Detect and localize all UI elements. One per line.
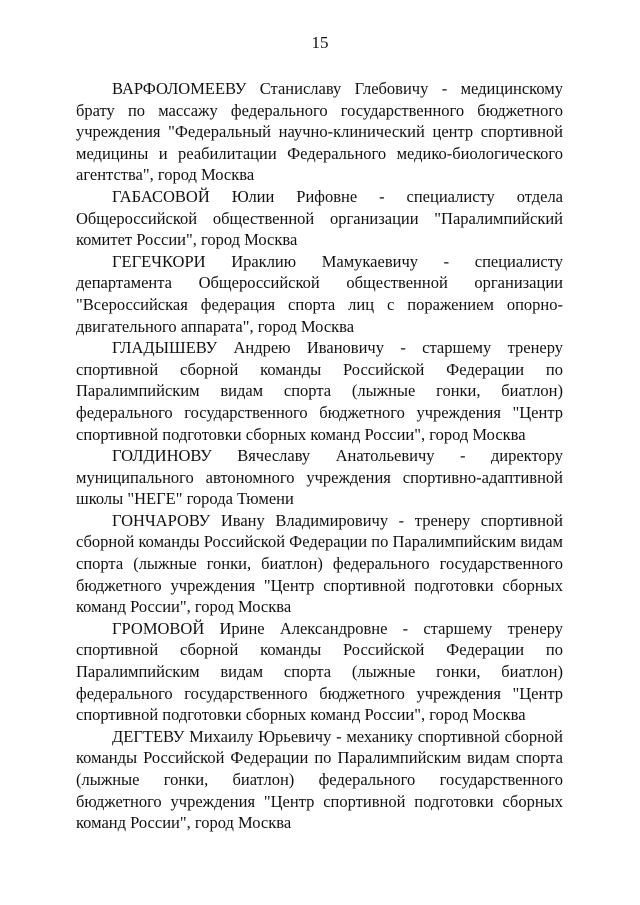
list-item: ВАРФОЛОМЕЕВУ Станиславу Глебовичу - медицинскому брату по массажу федерального государственного бюджетного учреждения "Федеральный научно-клинический центр спортивной медицины и реабилитации Федерального медико-биологического агентства", город Москва	[76, 79, 563, 185]
list-item: ГЕГЕЧКОРИ Ираклию Мамукаевичу - специалисту департамента Общероссийской общественной организации "Всероссийская федерация спорта лиц с поражением опорно-двигательного аппарата", город Москва	[76, 251, 563, 336]
list-item: ГЛАДЫШЕВУ Андрею Ивановичу - старшему тренеру спортивной сборной команды Российской Федерации по Паралимпийским видам спорта (лыжные гонки, биатлон) федерального государственного бюджетного учреждения "Центр спортивной подготовки сборных команд России", город Москва	[76, 338, 563, 444]
list-item: ДЕГТЕВУ Михаилу Юрьевичу - механику спортивной сборной команды Российской Федерации по Паралимпийским видам спорта (лыжные гонки, биатлон) федерального государственного бюджетного учреждения "Центр спортивной подготовки сборных команд России", город Москва	[76, 726, 563, 833]
list-item: ГРОМОВОЙ Ирине Александровне - старшему тренеру спортивной сборной команды Российской Федерации по Паралимпийским видам спорта (лыжные гонки, биатлон) федерального государственного бюджетного учреждения "Центр спортивной подготовки сборных команд России", город Москва	[76, 618, 563, 725]
list-item: ГОНЧАРОВУ Ивану Владимировичу - тренеру спортивной сборной команды Российской Федерации по Паралимпийским видам спорта (лыжные гонки, биатлон) федерального государственного бюджетного учреждения "Центр спортивной подготовки сборных команд России", город Москва	[76, 510, 563, 617]
list-item: ГАБАСОВОЙ Юлии Рифовне - специалисту отдела Общероссийской общественной организации "Паралимпийский комитет России", город Москва	[76, 186, 563, 250]
list-item: ГОЛДИНОВУ Вячеславу Анатольевичу - директору муниципального автономного учреждения спортивно-адаптивной школы "НЕГЕ" города Тюмени	[76, 446, 563, 509]
page-number: 15	[311, 33, 329, 52]
award-list	[76, 78, 563, 834]
